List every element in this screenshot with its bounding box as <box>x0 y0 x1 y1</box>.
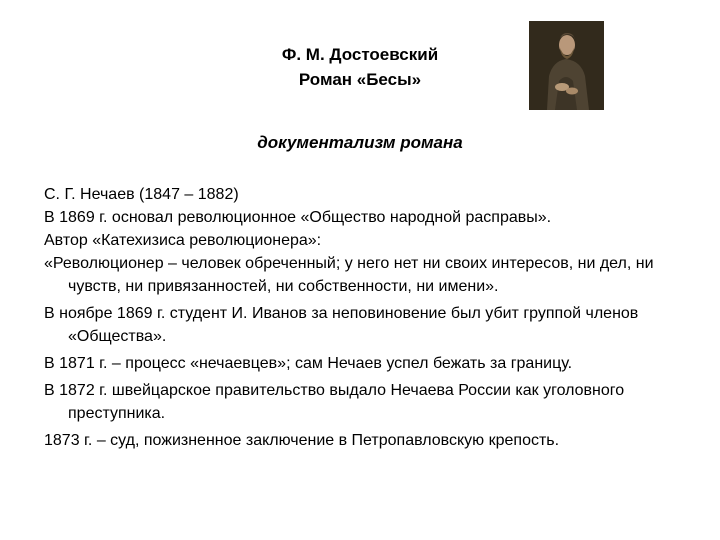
slide-subtitle: документализм романа <box>257 133 463 152</box>
paragraph-catechism-quote: «Революционер – человек обреченный; у него нет ни своих интересов, ни дел, ни чувств, ни привязанностей, ни собственности, ни имени». <box>44 255 654 295</box>
paragraph-ivanov-murder: В ноябре 1869 г. студент И. Иванов за неповиновение был убит группой членов «Общества». <box>44 305 639 345</box>
slide-title <box>0 42 720 92</box>
paragraph-sentence-1873: 1873 г. – суд, пожизненное заключение в Петропавловскую крепость. <box>44 432 560 449</box>
paragraph-nechaev-name: С. Г. Нечаев (1847 – 1882) <box>44 186 239 203</box>
title-line-author: Ф. М. Достоевский <box>281 45 439 64</box>
portrait-image <box>529 21 604 110</box>
body-text <box>44 183 684 452</box>
title-line-novel: Роман «Бесы» <box>298 70 422 89</box>
paragraph-extradition-1872: В 1872 г. швейцарское правительство выдало Нечаева России как уголовного преступника. <box>44 382 625 422</box>
paragraph-society-founded: В 1869 г. основал революционное «Общество народной расправы». <box>44 209 552 226</box>
paragraph-trial-1871: В 1871 г. – процесс «нечаевцев»; сам Нечаев успел бежать за границу. <box>44 355 573 372</box>
paragraph-catechism-author: Автор «Катехизиса революционера»: <box>44 232 322 249</box>
